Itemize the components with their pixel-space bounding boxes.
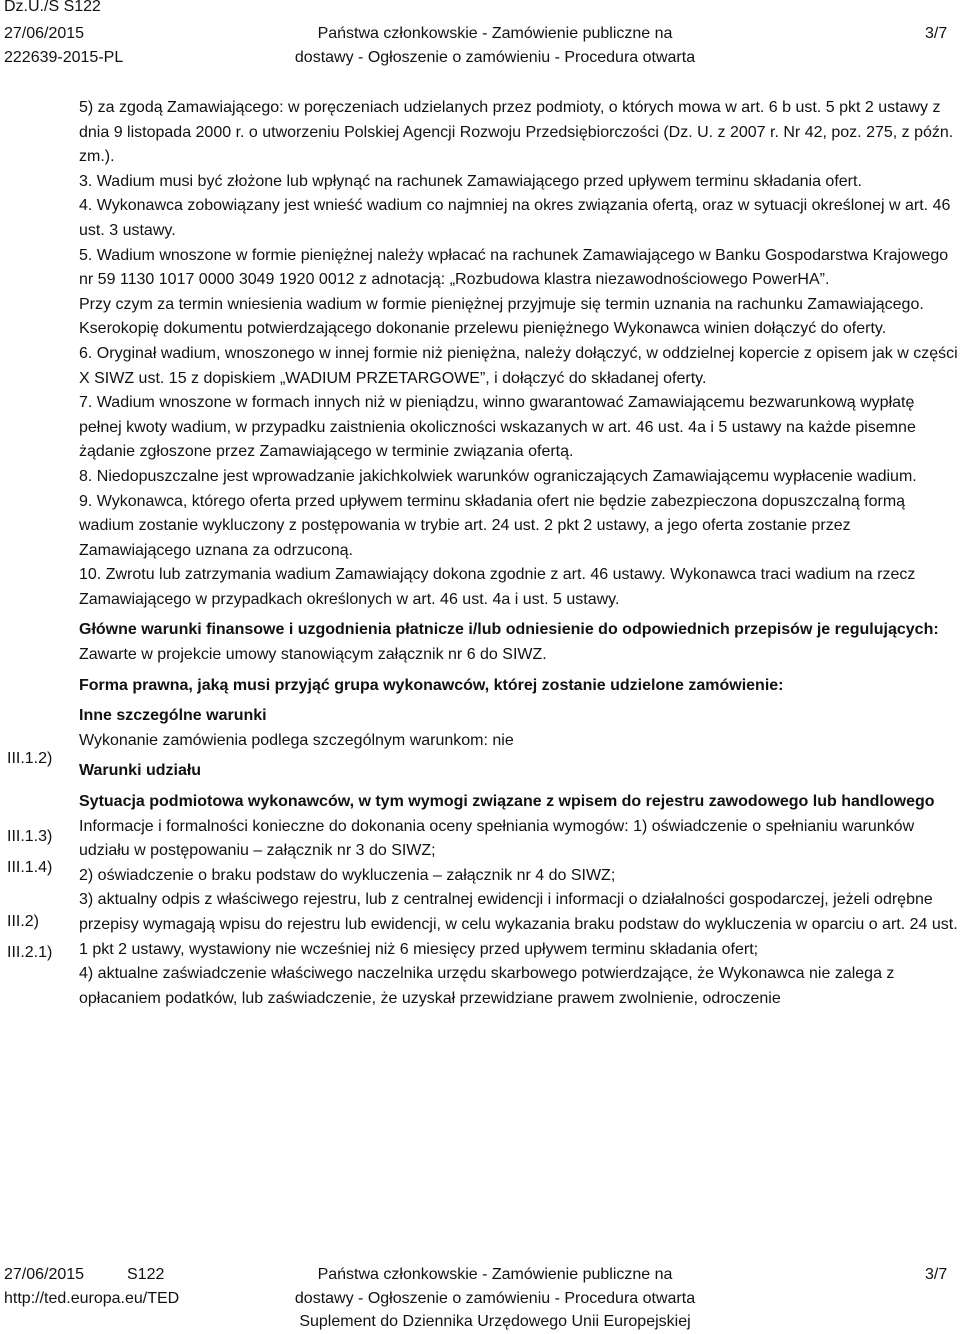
requirements-paragraph: 2) oświadczenie o braku podstaw do wykluczenia – załącznik nr 4 do SIWZ;	[79, 866, 616, 884]
section-number-iii-2-1: III.2.1)	[7, 944, 53, 961]
section-number-iii-1-4: III.1.4)	[7, 859, 53, 876]
header-ref: Dz.U./S S122	[4, 0, 101, 15]
requirements-paragraph: 4) aktualne zaświadczenie właściwego naczelnika urzędu skarbowego potwierdzające, że Wykonawca nie zalega z opłacaniem podatków, lub zaświadczenie, że uzyskał przewidziane prawem zwolnienie, odroczenie	[79, 965, 895, 1007]
footer-series: S122	[127, 1266, 165, 1283]
main-content	[79, 96, 959, 1011]
footer-date: 27/06/2015	[4, 1266, 85, 1283]
header-title-line2: dostawy - Ogłoszenie o zamówieniu - Procedura otwarta	[294, 49, 696, 66]
wadium-paragraph: 4. Wykonawca zobowiązany jest wnieść wadium co najmniej na okres związania ofertą, oraz w sytuacji określonej w art. 46 ust. 3 ustawy.	[79, 197, 951, 239]
requirements-paragraph: 3) aktualny odpis z właściwego rejestru, lub z centralnej ewidencji i informacji o działalności gospodarczej, jeżeli odrębne przepisy wymagają wpisu do rejestru lub ewidencji, w celu wykazania braku podstaw do wykluczenia w oparciu o art. 24 ust. 1 pkt 2 ustawy, wystawiony nie wcześniej niż 6 miesięcy przed upływem terminu składania ofert;	[79, 891, 958, 958]
section-heading-special-conditions: Inne szczególne warunki	[79, 707, 267, 725]
header-date: 27/06/2015	[4, 25, 85, 42]
footer-page-number: 3/7	[925, 1266, 948, 1283]
footer-title-line2: dostawy - Ogłoszenie o zamówieniu - Procedura otwarta	[294, 1290, 696, 1307]
wadium-paragraph: 9. Wykonawca, którego oferta przed upływem terminu składania ofert nie będzie zabezpieczona dopuszczalną formą wadium zostanie wykluczony z postępowania w trybie art. 24 ust. 2 pkt 2 ustawy, a jego oferta zostanie przez Zamawiającego uznana za odrzuconą.	[79, 492, 906, 559]
requirements-paragraph: Informacje i formalności konieczne do dokonania oceny spełniania wymogów: 1) oświadczenie o spełnianiu warunków udziału w postępowaniu – załącznik nr 3 do SIWZ;	[79, 817, 915, 860]
wadium-paragraph: 10. Zwrotu lub zatrzymania wadium Zamawiający dokona zgodnie z art. 46 ustawy. Wykonawca traci wadium na rzecz Zamawiającego w przypadkach określonych w art. 46 ust. 4a i ust. 5 ustawy.	[79, 566, 916, 608]
section-text-financial-conditions: Zawarte w projekcie umowy stanowiącym załącznik nr 6 do SIWZ.	[79, 646, 547, 664]
section-heading-personal-situation: Sytuacja podmiotowa wykonawców, w tym wymogi związane z wpisem do rejestru zawodowego lub handlowego	[79, 793, 935, 811]
wadium-paragraph: 3. Wadium musi być złożone lub wpłynąć na rachunek Zamawiającego przed upływem terminu składania ofert.	[79, 172, 862, 190]
footer-title-line3: Suplement do Dziennika Urzędowego Unii Europejskiej	[299, 1313, 691, 1330]
wadium-paragraph: 8. Niedopuszczalne jest wprowadzanie jakichkolwiek warunków ograniczających Zamawiającemu wypłacenie wadium.	[79, 467, 917, 485]
wadium-paragraph: 6. Oryginał wadium, wnoszonego w innej formie niż pieniężna, należy dołączyć, w oddzielnej kopercie z opisem jak w części X SIWZ ust. 15 z dopiskiem „WADIUM PRZETARGOWE”, i dołączyć do składanej oferty.	[79, 344, 958, 387]
wadium-paragraph: 5) za zgodą Zamawiającego: w poręczeniach udzielanych przez podmioty, o których mowa w art. 6 b ust. 5 pkt 2 ustawy z dnia 9 listopada 2000 r. o utworzeniu Polskiej Agencji Rozwoju Przedsiębiorczości (Dz. U. z 2007 r. Nr 42, poz. 275, z późn. zm.).	[79, 99, 954, 166]
section-number-iii-1-3: III.1.3)	[7, 828, 53, 845]
footer-url-link[interactable]: http://ted.europa.eu/TED	[4, 1290, 180, 1307]
section-number-iii-1-2: III.1.2)	[7, 750, 53, 767]
wadium-paragraph: 7. Wadium wnoszone w formach innych niż w pieniądzu, winno gwarantować Zamawiającemu bezwarunkową wypłatę pełnej kwoty wadium, w przypadku zaistnienia okoliczności wskazanych w art. 46 ust. 4a i 5 ustawy na każde pisemne żądanie zgłoszone przez Zamawiającego w terminie związania ofertą.	[79, 394, 916, 461]
section-number-iii-2: III.2)	[7, 913, 40, 930]
wadium-paragraph: Przy czym za termin wniesienia wadium w formie pieniężnej przyjmuje się termin uznania na rachunku Zamawiającego. Kserokopię dokumentu potwierdzającego dokonanie przelewu pieniężnego Wykonawca winien dołączyć do oferty.	[79, 295, 924, 338]
section-heading-participation-conditions: Warunki udziału	[79, 762, 202, 780]
section-heading-financial-conditions: Główne warunki finansowe i uzgodnienia płatnicze i/lub odniesienie do odpowiednich przepisów je regulujących:	[79, 621, 939, 639]
header-page-number: 3/7	[925, 25, 948, 42]
wadium-paragraph: 5. Wadium wnoszone w formie pieniężnej należy wpłacać na rachunek Zamawiającego w Banku Gospodarstwa Krajowego nr 59 1130 1017 0000 3049 1920 0012 z adnotacją: „Rozbudowa klastra niezawodnościowego PowerHA”.	[79, 246, 949, 289]
section-heading-legal-form: Forma prawna, jaką musi przyjąć grupa wykonawców, której zostanie udzielone zamówienie:	[79, 676, 784, 694]
section-text-special-conditions: Wykonanie zamówienia podlega szczególnym warunkom: nie	[79, 731, 514, 749]
header-notice-id: 222639-2015-PL	[4, 49, 124, 66]
footer-title-line1: Państwa członkowskie - Zamówienie publiczne na	[317, 1266, 673, 1283]
header-title-line1: Państwa członkowskie - Zamówienie publiczne na	[317, 25, 673, 42]
